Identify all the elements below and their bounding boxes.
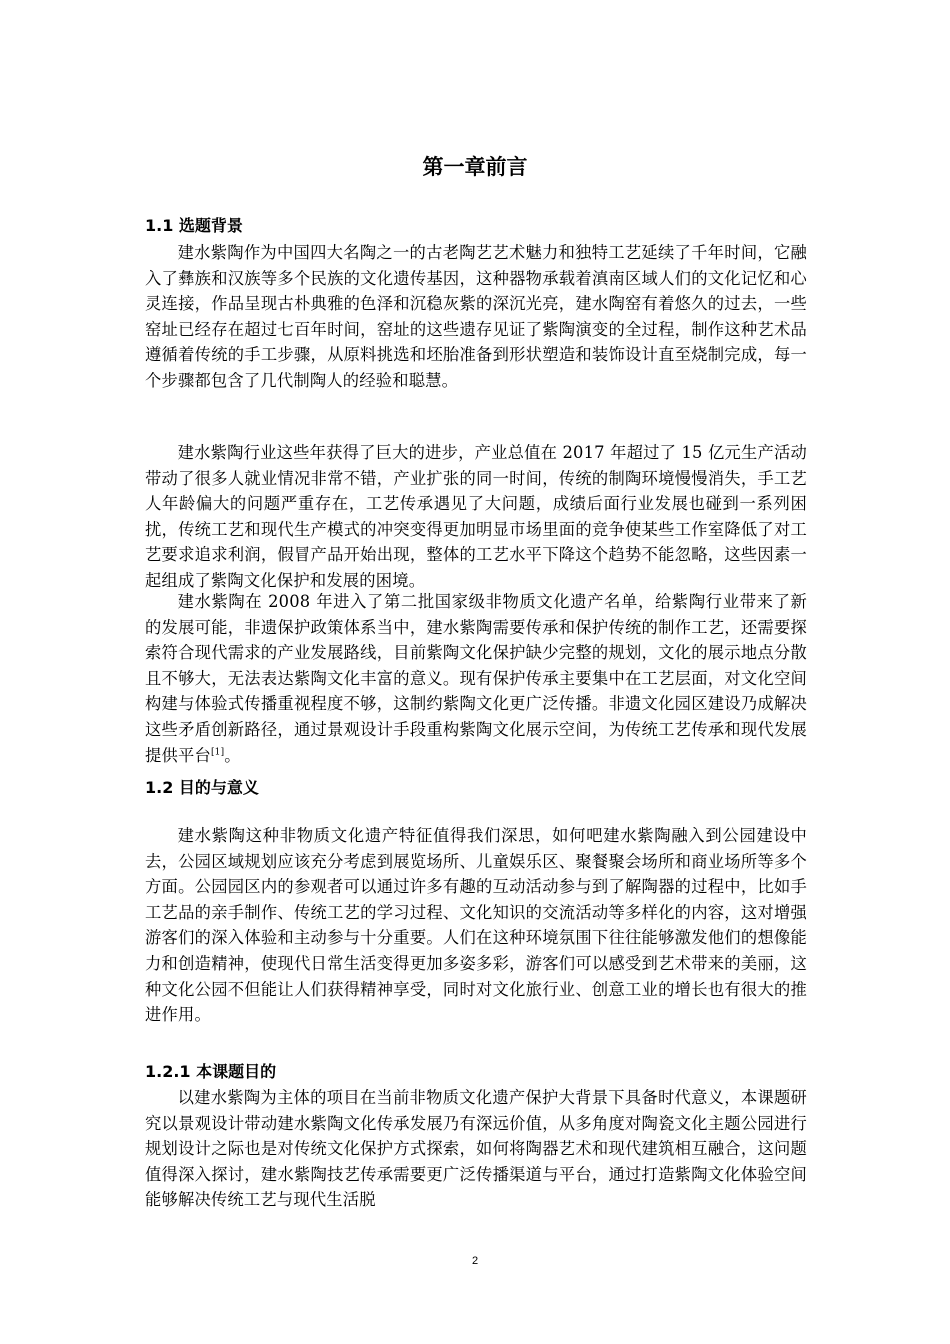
page-number: 2 <box>471 1255 479 1267</box>
paragraph-1-1-2: 建水紫陶行业这些年获得了巨大的进步，产业总值在 2017 年超过了 15 亿元生产活动带动了很多人就业情况非常不错，产业扩张的同一时间，传统的制陶环境慢慢消失，手工艺人年龄偏大的问题严重存在，工艺传承遇见了大问题，成绩后面行业发展也碰到一系列困扰，传统工艺和现代生产模式的冲突变得更加明显市场里面的竞争使某些工作室降低了对工艺要求追求利润，假冒产品开始出现，整体的工艺水平下降这个趋势不能忽略，这些因素一起组成了紫陶文化保护和发展的困境。 <box>145 443 807 590</box>
section-heading-1-2: 1.2 目的与意义 <box>145 778 259 797</box>
section-heading-1-1: 1.1 选题背景 <box>145 216 243 235</box>
citation-ref[interactable]: [1] <box>210 747 225 758</box>
paragraph-end-punct: 。 <box>224 745 241 765</box>
chapter-title: 第一章前言 <box>422 155 528 179</box>
paragraph-1-1-1: 建水紫陶作为中国四大名陶之一的古老陶艺艺术魅力和独特工艺延续了千年时间，它融入了彝族和汉族等多个民族的文化遗传基因，这种器物承载着滇南区域人们的文化记忆和心灵连接，作品呈现古朴典雅的色泽和沉稳灰紫的深沉光亮，建水陶窑有着悠久的过去，一些窑址已经存在超过七百年时间，窑址的这些遗存见证了紫陶演变的全过程，制作这种艺术品遵循着传统的手工步骤，从原料挑选和坯胎准备到形状塑造和装饰设计直至烧制完成，每一个步骤都包含了几代制陶人的经验和聪慧。 <box>145 243 807 390</box>
paragraph-1-1-3 <box>145 589 807 768</box>
paragraph-1-1-3-text: 建水紫陶在 2008 年进入了第二批国家级非物质文化遗产名单，给紫陶行业带来了新的发展可能，非遗保护政策体系当中，建水紫陶需要传承和保护传统的制作工艺，还需要探索符合现代需求的产业发展路线，目前紫陶文化保护缺少完整的规划，文化的展示地点分散且不够大，无法表达紫陶文化丰富的意义。现有保护传承主要集中在工艺层面，对文化空间构建与体验式传播重视程度不够，这制约紫陶文化更广泛传播。非遗文化园区建设乃成解决这些矛盾创新路径，通过景观设计手段重构紫陶文化展示空间，为传统工艺传承和现代发展提供平台 <box>145 592 807 765</box>
section-heading-1-2-1: 1.2.1 本课题目的 <box>145 1062 277 1081</box>
paragraph-1-2-1-1: 以建水紫陶为主体的项目在当前非物质文化遗产保护大背景下具备时代意义，本课题研究以景观设计带动建水紫陶文化传承发展乃有深远价值，从多角度对陶瓷文化主题公园进行规划设计之际也是对传统文化保护方式探索，如何将陶器艺术和现代建筑相互融合，这问题值得深入探讨，建水紫陶技艺传承需要更广泛传播渠道与平台，通过打造紫陶文化体验空间能够解决传统工艺与现代生活脱 <box>145 1088 807 1210</box>
paragraph-1-2-1: 建水紫陶这种非物质文化遗产特征值得我们深思，如何吧建水紫陶融入到公园建设中去，公园区域规划应该充分考虑到展览场所、儿童娱乐区、聚餐聚会场所和商业场所等多个方面。公园园区内的参观者可以通过许多有趣的互动活动参与到了解陶器的过程中，比如手工艺品的亲手制作、传统工艺的学习过程、文化知识的交流活动等多样化的内容，这对增强游客们的深入体验和主动参与十分重要。人们在这种环境氛围下往往能够激发他们的想像能力和创造精神，使现代日常生活变得更加多姿多彩，游客们可以感受到艺术带来的美丽，这种文化公园不但能让人们获得精神享受，同时对文化旅行业、创意工业的增长也有很大的推进作用。 <box>145 826 807 1025</box>
